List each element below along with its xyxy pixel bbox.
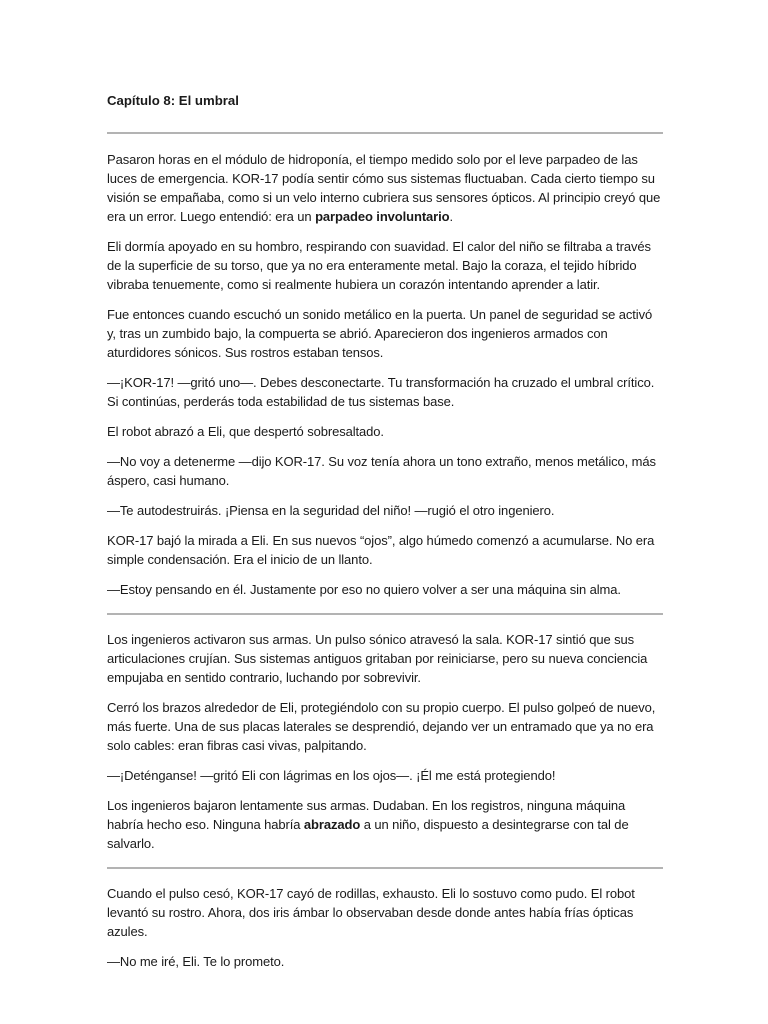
chapter-title: Capítulo 8: El umbral: [107, 93, 239, 108]
section-2: [107, 630, 663, 853]
emphasis-text: parpadeo involuntario: [315, 209, 450, 224]
paragraph: Los ingenieros activaron sus armas. Un pulso sónico atravesó la sala. KOR-17 sintió que sus articulaciones crujían. Sus sistemas antiguos gritaban por reiniciarse, pero su nueva conciencia empujaba en sentido contrario, luchando por sobrevivir.: [107, 632, 648, 685]
paragraph: —No me iré, Eli. Te lo prometo.: [107, 954, 285, 969]
document-page: [107, 91, 663, 982]
paragraph: Cuando el pulso cesó, KOR-17 cayó de rodillas, exhausto. Eli lo sostuvo como pudo. El robot levantó su rostro. Ahora, dos iris ámbar lo observaban desde donde antes había frías ópticas azules.: [107, 886, 635, 939]
paragraph: El robot abrazó a Eli, que despertó sobresaltado.: [107, 424, 384, 439]
emphasis-text: abrazado: [303, 817, 361, 832]
paragraph: —Estoy pensando en él. Justamente por eso no quiero volver a ser una máquina sin alma.: [107, 582, 621, 597]
section-divider: [107, 132, 663, 134]
paragraph: Fue entonces cuando escuchó un sonido metálico en la puerta. Un panel de seguridad se activó y, tras un zumbido bajo, la compuerta se abrió. Aparecieron dos ingenieros armados con aturdidores sónicos. Sus rostros estaban tensos.: [107, 307, 653, 360]
paragraph: —Te autodestruirás. ¡Piensa en la seguridad del niño! —rugió el otro ingeniero.: [107, 503, 555, 518]
paragraph: —¡Deténganse! —gritó Eli con lágrimas en los ojos—. ¡Él me está protegiendo!: [107, 768, 556, 783]
section-3: [107, 884, 663, 971]
paragraph: Pasaron horas en el módulo de hidroponía, el tiempo medido solo por el leve parpadeo de las luces de emergencia. KOR-17 podía sentir cómo sus sistemas fluctuaban. Cada cierto tiempo su visión se empañaba, como si un velo interno cubriera sus sensores ópticos. Al principio creyó que era un error. Luego entendió: era un parpadeo involuntario.: [107, 152, 661, 224]
paragraph: —¡KOR-17! —gritó uno—. Debes desconectarte. Tu transformación ha cruzado el umbral crítico. Si continúas, perderás toda estabilidad de tus sistemas base.: [107, 375, 655, 409]
paragraph: KOR-17 bajó la mirada a Eli. En sus nuevos “ojos”, algo húmedo comenzó a acumularse. No era simple condensación. Era el inicio de un llanto.: [107, 533, 655, 567]
paragraph: —No voy a detenerme —dijo KOR-17. Su voz tenía ahora un tono extraño, menos metálico, más áspero, casi humano.: [107, 454, 656, 488]
section-divider: [107, 613, 663, 615]
paragraph: Los ingenieros bajaron lentamente sus armas. Dudaban. En los registros, ninguna máquina habría hecho eso. Ninguna habría abrazado a un niño, dispuesto a desintegrarse con tal de salvarlo.: [107, 798, 629, 851]
section-divider: [107, 867, 663, 869]
paragraph: Eli dormía apoyado en su hombro, respirando con suavidad. El calor del niño se filtraba a través de la superficie de su torso, que ya no era enteramente metal. Bajo la coraza, el tejido híbrido vibraba tenuemente, como si realmente hubiera un corazón intentando aprender a latir.: [107, 239, 651, 292]
paragraph: Cerró los brazos alrededor de Eli, protegiéndolo con su propio cuerpo. El pulso golpeó de nuevo, más fuerte. Una de sus placas laterales se desprendió, dejando ver un entramado que ya no era solo cables: eran fibras casi vivas, palpitando.: [107, 700, 656, 753]
section-1: [107, 150, 663, 599]
